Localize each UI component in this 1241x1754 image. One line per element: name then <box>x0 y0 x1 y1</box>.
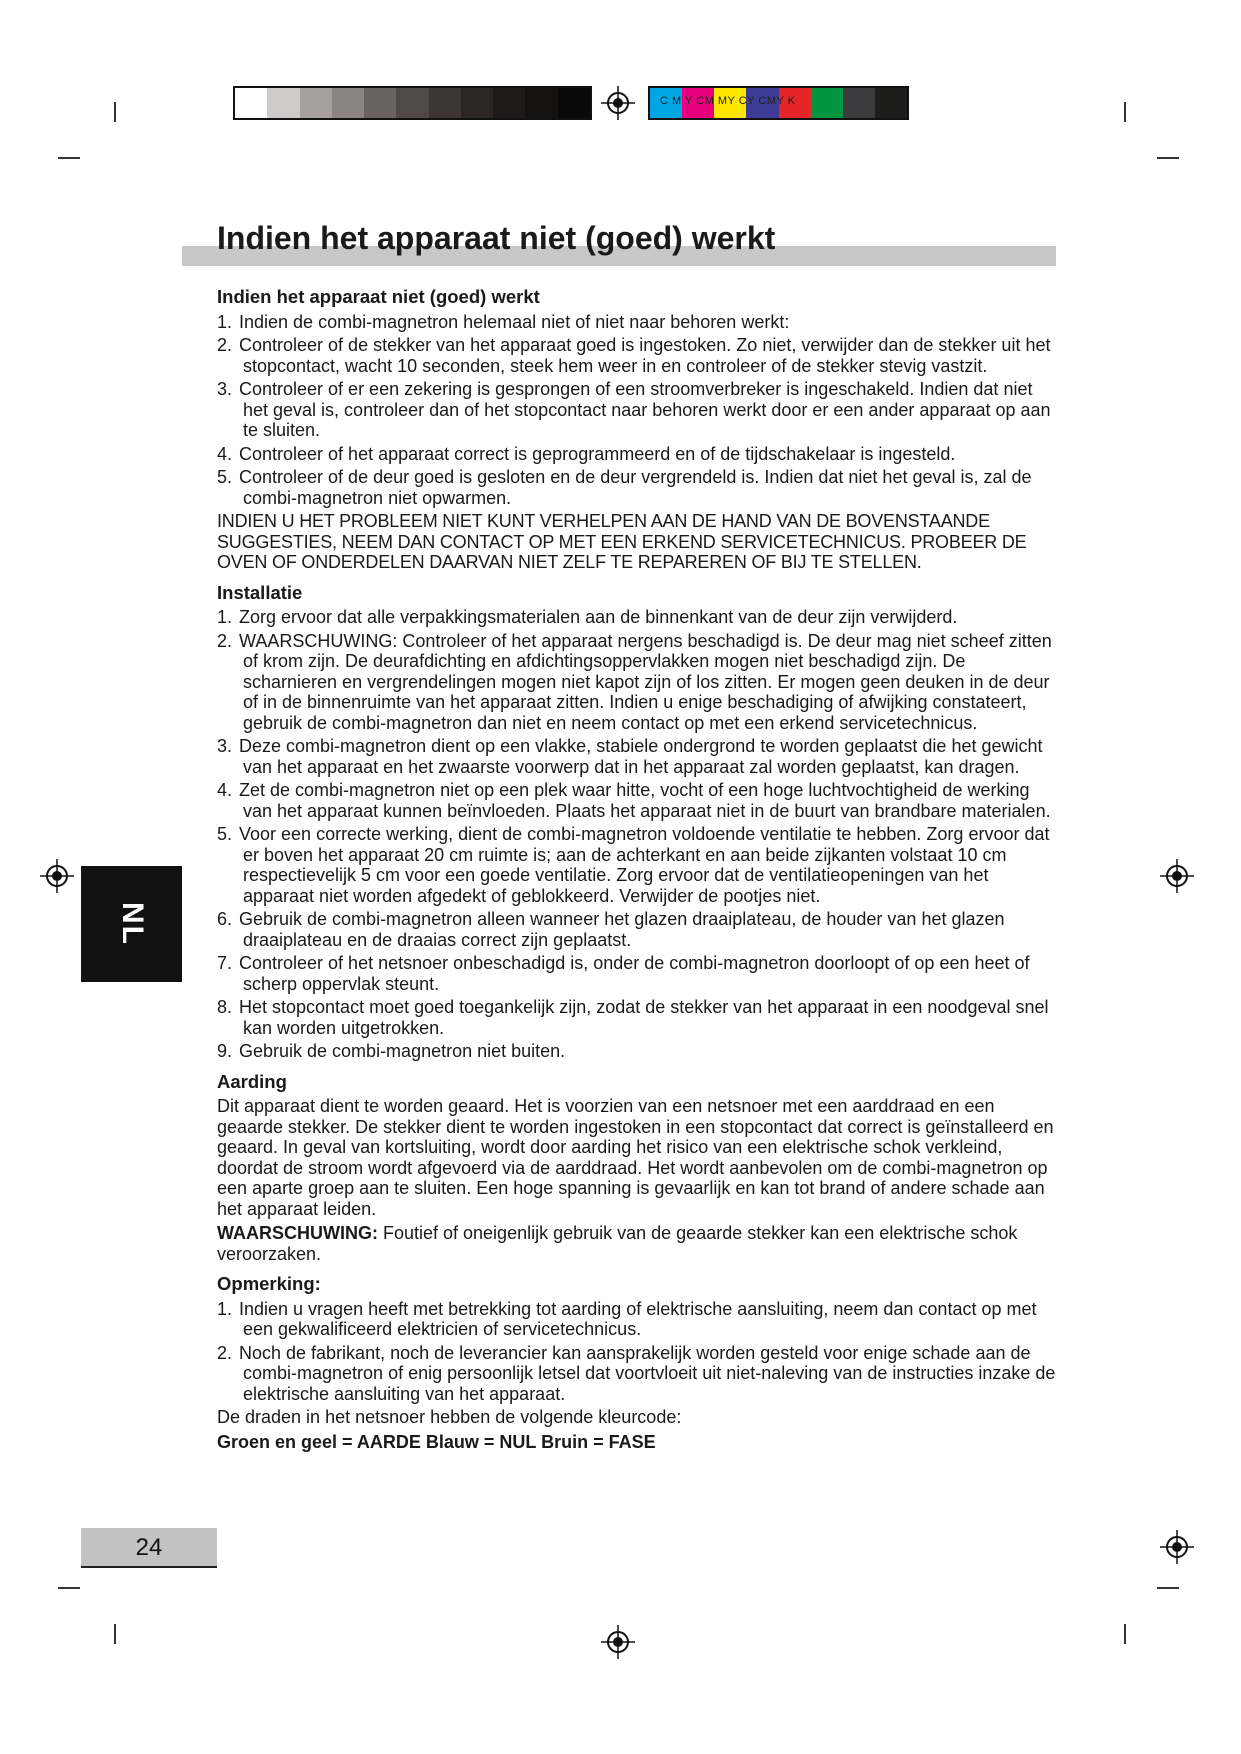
gray-swatch <box>525 88 557 118</box>
gray-swatch <box>332 88 364 118</box>
cmyk-swatch <box>811 88 843 118</box>
crop-mark <box>58 157 80 159</box>
crop-mark <box>114 102 116 122</box>
color-code-intro: De draden in het netsnoer hebben de volgende kleurcode: <box>217 1407 682 1427</box>
section-heading-aarding: Aarding <box>217 1070 287 1092</box>
crop-mark <box>114 1624 116 1644</box>
list-item: 5. Controleer of de deur goed is gesloten en de deur vergrendeld is. Indien dat niet het geval is, zal de combi-magnetron niet opwarmen. <box>217 467 1032 508</box>
list-item: 5. Voor een correcte werking, dient de combi-magnetron voldoende ventilatie te hebben. Zorg ervoor dat er boven het apparaat 20 cm ruimte is; aan de achterkant en aan beide zijkanten volstaat 10 cm respectievelijk 5 cm voor een goede ventilatie. Zorg ervoor dat de ventilatieopeningen van het apparaat niet worden afgedekt of geblokkeerd. Verwijder de pootjes niet. <box>217 824 1050 906</box>
warning-label: WAARSCHUWING: <box>217 1223 378 1243</box>
main-content <box>217 287 1057 1452</box>
color-code: Groen en geel = AARDE Blauw = NUL Bruin = FASE <box>217 1431 656 1452</box>
page-number: 24 <box>135 1534 163 1561</box>
gray-swatch <box>558 88 590 118</box>
cmyk-swatch <box>843 88 875 118</box>
section-heading-installatie: Installatie <box>217 581 303 603</box>
list-item: 2. WAARSCHUWING: Controleer of het apparaat nergens beschadigd is. De deur mag niet scheef zitten of krom zijn. De deurafdichting en afdichtingsoppervlakken mogen niet beschadigd zijn. De scharnieren en vergrendelingen mogen niet kapot zijn of los zitten. Er mogen geen deuken in de deur of in de binnenruimte van het apparaat zitten. Indien u enige beschadiging of afwijking constateert, gebruik de combi-magnetron dan niet en neem contact op met een erkend servicetechnicus. <box>217 630 1052 733</box>
aarding-warning <box>217 1223 1057 1264</box>
registration-mark-top <box>601 86 635 120</box>
page-title: Indien het apparaat niet (goed) werkt <box>217 220 776 256</box>
list-item: 4. Controleer of het apparaat correct is geprogrammeerd en of de tijdschakelaar is ingesteld. <box>217 443 956 464</box>
crop-mark <box>58 1587 80 1589</box>
grayscale-calibration-bar <box>233 86 592 120</box>
crop-mark <box>1157 157 1179 159</box>
list-item: 6. Gebruik de combi-magnetron alleen wanneer het glazen draaiplateau, de houder van het glazen draaiplateau en de draaias correct zijn geplaatst. <box>217 909 1005 950</box>
section-heading-troubleshoot: Indien het apparaat niet (goed) werkt <box>217 286 540 307</box>
list-item: 9. Gebruik de combi-magnetron niet buiten. <box>217 1041 566 1061</box>
crop-mark <box>1124 1624 1126 1644</box>
gray-swatch <box>364 88 396 118</box>
cmyk-label: C M Y CM MY CY CMY K <box>660 95 796 107</box>
gray-swatch <box>396 88 428 118</box>
gray-swatch <box>461 88 493 118</box>
language-label: NL <box>115 902 149 946</box>
gray-swatch <box>493 88 525 118</box>
list-item: 1. Indien u vragen heeft met betrekking tot aarding of elektrische aansluiting, neem dan contact op met een gekwalificeerd elektricien of servicetechnicus. <box>217 1298 1037 1339</box>
cmyk-swatch <box>875 88 907 118</box>
opmerking-list <box>217 1299 1057 1405</box>
list-item: 8. Het stopcontact moet goed toegankelijk zijn, zodat de stekker van het apparaat in een noodgeval snel kan worden uitgetrokken. <box>217 997 1049 1038</box>
registration-mark-left <box>40 859 74 893</box>
section-heading-opmerking: Opmerking: <box>217 1273 321 1294</box>
crop-mark <box>1124 102 1126 122</box>
gray-swatch <box>235 88 267 118</box>
gray-swatch <box>300 88 332 118</box>
page-number-box <box>81 1528 217 1568</box>
registration-mark-bottom-right <box>1160 1530 1194 1564</box>
aarding-paragraph: Dit apparaat dient te worden geaard. Het is voorzien van een netsnoer met een aarddraad en een geaarde stekker. De stekker dient te worden ingestoken in een stopcontact dat correct is geïnstalleerd en geaard. In geval van kortsluiting, wordt door aarding het risico van een elektrische schok verkleind, doordat de stroom wordt afgevoerd via de aarddraad. Het wordt aanbevolen om de combi-magnetron op een aparte groep aan te sluiten. Een hoge spanning is gevaarlijk en kan tot brand of andere schade aan het apparaat leiden. <box>217 1096 1054 1219</box>
list-item: 4. Zet de combi-magnetron niet op een plek waar hitte, vocht of een hoge luchtvochtigheid de werking van het apparaat kunnen beïnvloeden. Plaats het apparaat niet in de buurt van brandbare materialen. <box>217 780 1051 821</box>
gray-swatch <box>267 88 299 118</box>
gray-swatch <box>429 88 461 118</box>
troubleshoot-list <box>217 312 1057 509</box>
list-item: 2. Noch de fabrikant, noch de leverancier kan aansprakelijk worden gesteld voor enige schade aan de combi-magnetron of enig persoonlijk letsel dat voortvloeit uit niet-naleving van de instructies inzake de elektrische aansluiting van het apparaat. <box>217 1342 1056 1404</box>
registration-mark-right <box>1160 859 1194 893</box>
registration-mark-bottom <box>601 1625 635 1659</box>
warning-text: Foutief of oneigenlijk gebruik van de geaarde stekker kan een elektrische schok veroorzaken. <box>217 1223 1018 1264</box>
crop-mark <box>1157 1587 1179 1589</box>
list-item: 3. Deze combi-magnetron dient op een vlakke, stabiele ondergrond te worden geplaatst die het gewicht van het apparaat en het zwaarste voorwerp dat in het apparaat zal worden geplaatst, kan dragen. <box>217 736 1043 777</box>
list-item: 1. Zorg ervoor dat alle verpakkingsmaterialen aan de binnenkant van de deur zijn verwijderd. <box>217 607 958 627</box>
list-item: 7. Controleer of het netsnoer onbeschadigd is, onder de combi-magnetron doorloopt of op een heet of scherp oppervlak steunt. <box>217 953 1030 994</box>
installatie-list <box>217 607 1057 1062</box>
list-item: 1. Indien de combi-magnetron helemaal niet of niet naar behoren werkt: <box>217 311 790 332</box>
language-tab <box>81 866 182 982</box>
caps-warning-note: INDIEN U HET PROBLEEM NIET KUNT VERHELPEN AAN DE HAND VAN DE BOVENSTAANDE SUGGESTIES, NEEM DAN CONTACT OP MET EEN ERKEND SERVICETECHNICUS. PROBEER DE OVEN OF ONDERDELEN DAARVAN NIET ZELF TE REPAREREN OF BIJ TE STELLEN. <box>217 511 1027 572</box>
list-item: 2. Controleer of de stekker van het apparaat goed is ingestoken. Zo niet, verwijder dan de stekker uit het stopcontact, wacht 10 seconden, steek hem weer in en controleer of de stekker stevig vastzit. <box>217 335 1051 376</box>
list-item: 3. Controleer of er een zekering is gesprongen of een stroomverbreker is ingeschakeld. Indien dat niet het geval is, controleer dan of het stopcontact naar behoren werkt door er een ander apparaat op aan te sluiten. <box>217 379 1051 440</box>
